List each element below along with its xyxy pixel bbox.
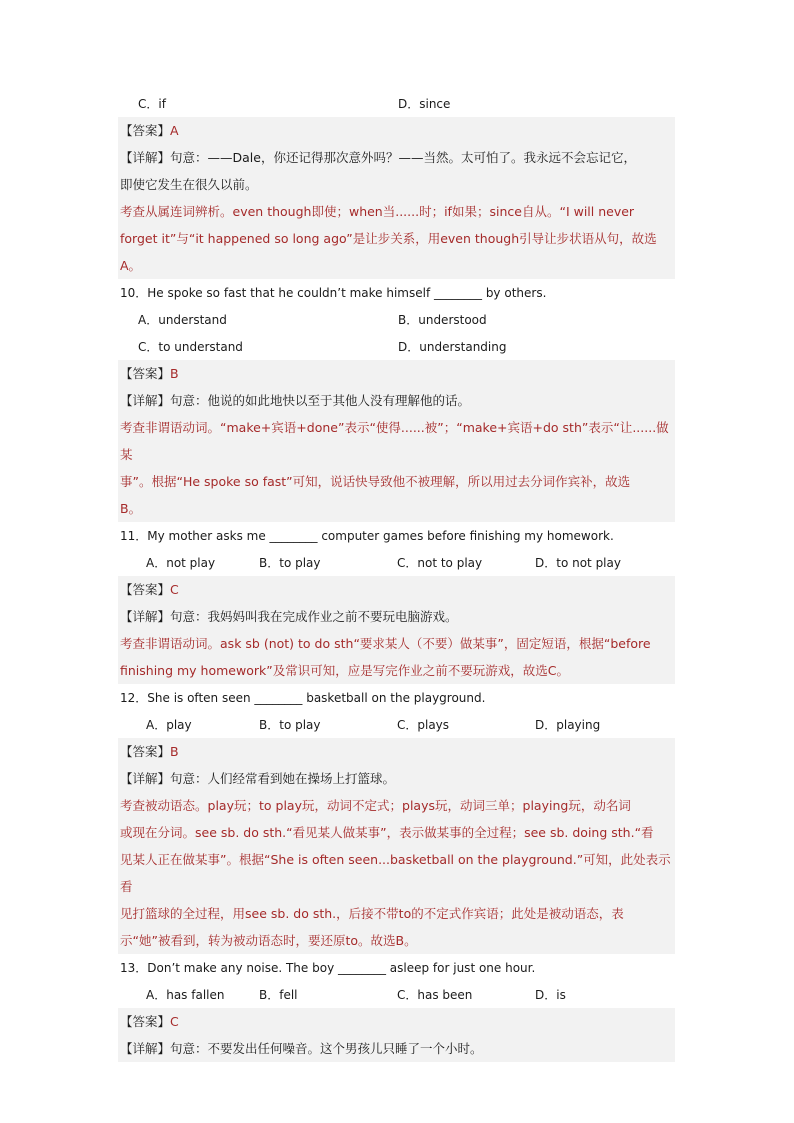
q12-stem: 12．She is often seen ________ basketball on the playground. (120, 691, 486, 705)
q11-option-b: B．to play (259, 556, 321, 570)
q9-option-c: C．if (138, 97, 166, 111)
q12-option-c: C．plays (397, 718, 450, 732)
q9-detail: 【详解】句意：——Dale，你还记得那次意外吗？——当然。太可怕了。我永远不会忘记它， (120, 150, 636, 165)
q11-analysis: 考查非谓语动词。ask sb (not) to do sth“要求某人（不要）做某事”，固定短语，根据“before (120, 636, 651, 651)
document-page (118, 90, 675, 1062)
q13-option-c: C．has been (397, 988, 473, 1002)
q12-option-b: B．to play (259, 718, 321, 732)
q9-analysis-line2: forget it”与“it happened so long ago”是让步关系，用even though引导让步状语从句，故选 (120, 231, 657, 246)
q10-options-row2 (118, 333, 675, 360)
q11-options (118, 549, 675, 576)
q10-stem: 10．He spoke so fast that he couldn’t make himself ________ by others. (120, 286, 547, 300)
q9-solution (118, 117, 675, 279)
q9-analysis-line3: A。 (120, 258, 142, 273)
q12-option-a: A．play (146, 718, 192, 732)
q11-solution (118, 576, 675, 684)
q13-option-b: B．fell (259, 988, 298, 1002)
q12-analysis-line5: 示“她”被看到，转为被动语态时，要还原to。故选B。 (120, 933, 417, 948)
q11-analysis-line2: finishing my homework”及常识可知，应是写完作业之前不要玩游戏，故选C。 (120, 663, 569, 678)
q9-options-row2 (118, 90, 675, 117)
q10-option-c: C．to understand (138, 340, 243, 354)
q10-option-b: B．understood (398, 313, 487, 327)
q11-option-c: C．not to play (397, 556, 483, 570)
q10-analysis-line3: B。 (120, 501, 142, 516)
q10-solution (118, 360, 675, 522)
q11-option-a: A．not play (146, 556, 216, 570)
q9-option-d: D．since (398, 97, 451, 111)
q11-answer: 【答案】C (120, 582, 179, 597)
q9-detail-line2: 即使它发生在很久以前。 (120, 177, 258, 192)
q12-options (118, 711, 675, 738)
q13-stem: 13．Don’t make any noise. The boy ________ asleep for just one hour. (120, 961, 536, 975)
q13-option-d: D．is (535, 988, 566, 1002)
q12-analysis-line4: 见打篮球的全过程，用see sb. do sth.，后接不带to的不定式作宾语；此处是被动语态，表 (120, 906, 624, 921)
q13-option-a: A．has fallen (146, 988, 225, 1002)
q11-detail: 【详解】句意：我妈妈叫我在完成作业之前不要玩电脑游戏。 (120, 609, 458, 624)
q11-stem: 11．My mother asks me ________ computer games before finishing my homework. (120, 529, 614, 543)
q13-detail: 【详解】句意：不要发出任何噪音。这个男孩儿只睡了一个小时。 (120, 1041, 483, 1056)
q10-option-a: A．understand (138, 313, 227, 327)
q12-detail: 【详解】句意：人们经常看到她在操场上打篮球。 (120, 771, 396, 786)
q12-analysis: 考查被动语态。play玩；to play玩，动词不定式；plays玩，动词三单；playing玩，动名词 (120, 798, 631, 813)
q13-solution (118, 1008, 675, 1062)
q11-option-d: D．to not play (535, 556, 621, 570)
q12-answer: 【答案】B (120, 744, 179, 759)
q10-analysis-line2: 事”。根据“He spoke so fast”可知，说话快导致他不被理解，所以用过去分词作宾补，故选 (120, 474, 631, 489)
q12-analysis-line2: 或现在分词。see sb. do sth.“看见某人做某事”，表示做某事的全过程；see sb. doing sth.“看 (120, 825, 654, 840)
q12-solution (118, 738, 675, 954)
q13-answer: 【答案】C (120, 1014, 179, 1029)
q9-answer: 【答案】A (120, 123, 179, 138)
q9-analysis: 考查从属连词辨析。even though即使；when当......时；if如果；since自从。“I will never (120, 204, 635, 219)
q12-option-d: D．playing (535, 718, 601, 732)
q10-options-row1 (118, 306, 675, 333)
q10-option-d: D．understanding (398, 340, 507, 354)
q13-options (118, 981, 675, 1008)
q10-analysis: 考查非谓语动词。“make+宾语+done”表示“使得......被”；“make+宾语+do sth”表示“让......做某 (120, 420, 669, 462)
q10-answer: 【答案】B (120, 366, 179, 381)
q10-detail: 【详解】句意：他说的如此地快以至于其他人没有理解他的话。 (120, 393, 471, 408)
q12-analysis-line3: 见某人正在做某事”。根据“She is often seen...basketball on the playground.”可知，此处表示看 (120, 852, 671, 894)
